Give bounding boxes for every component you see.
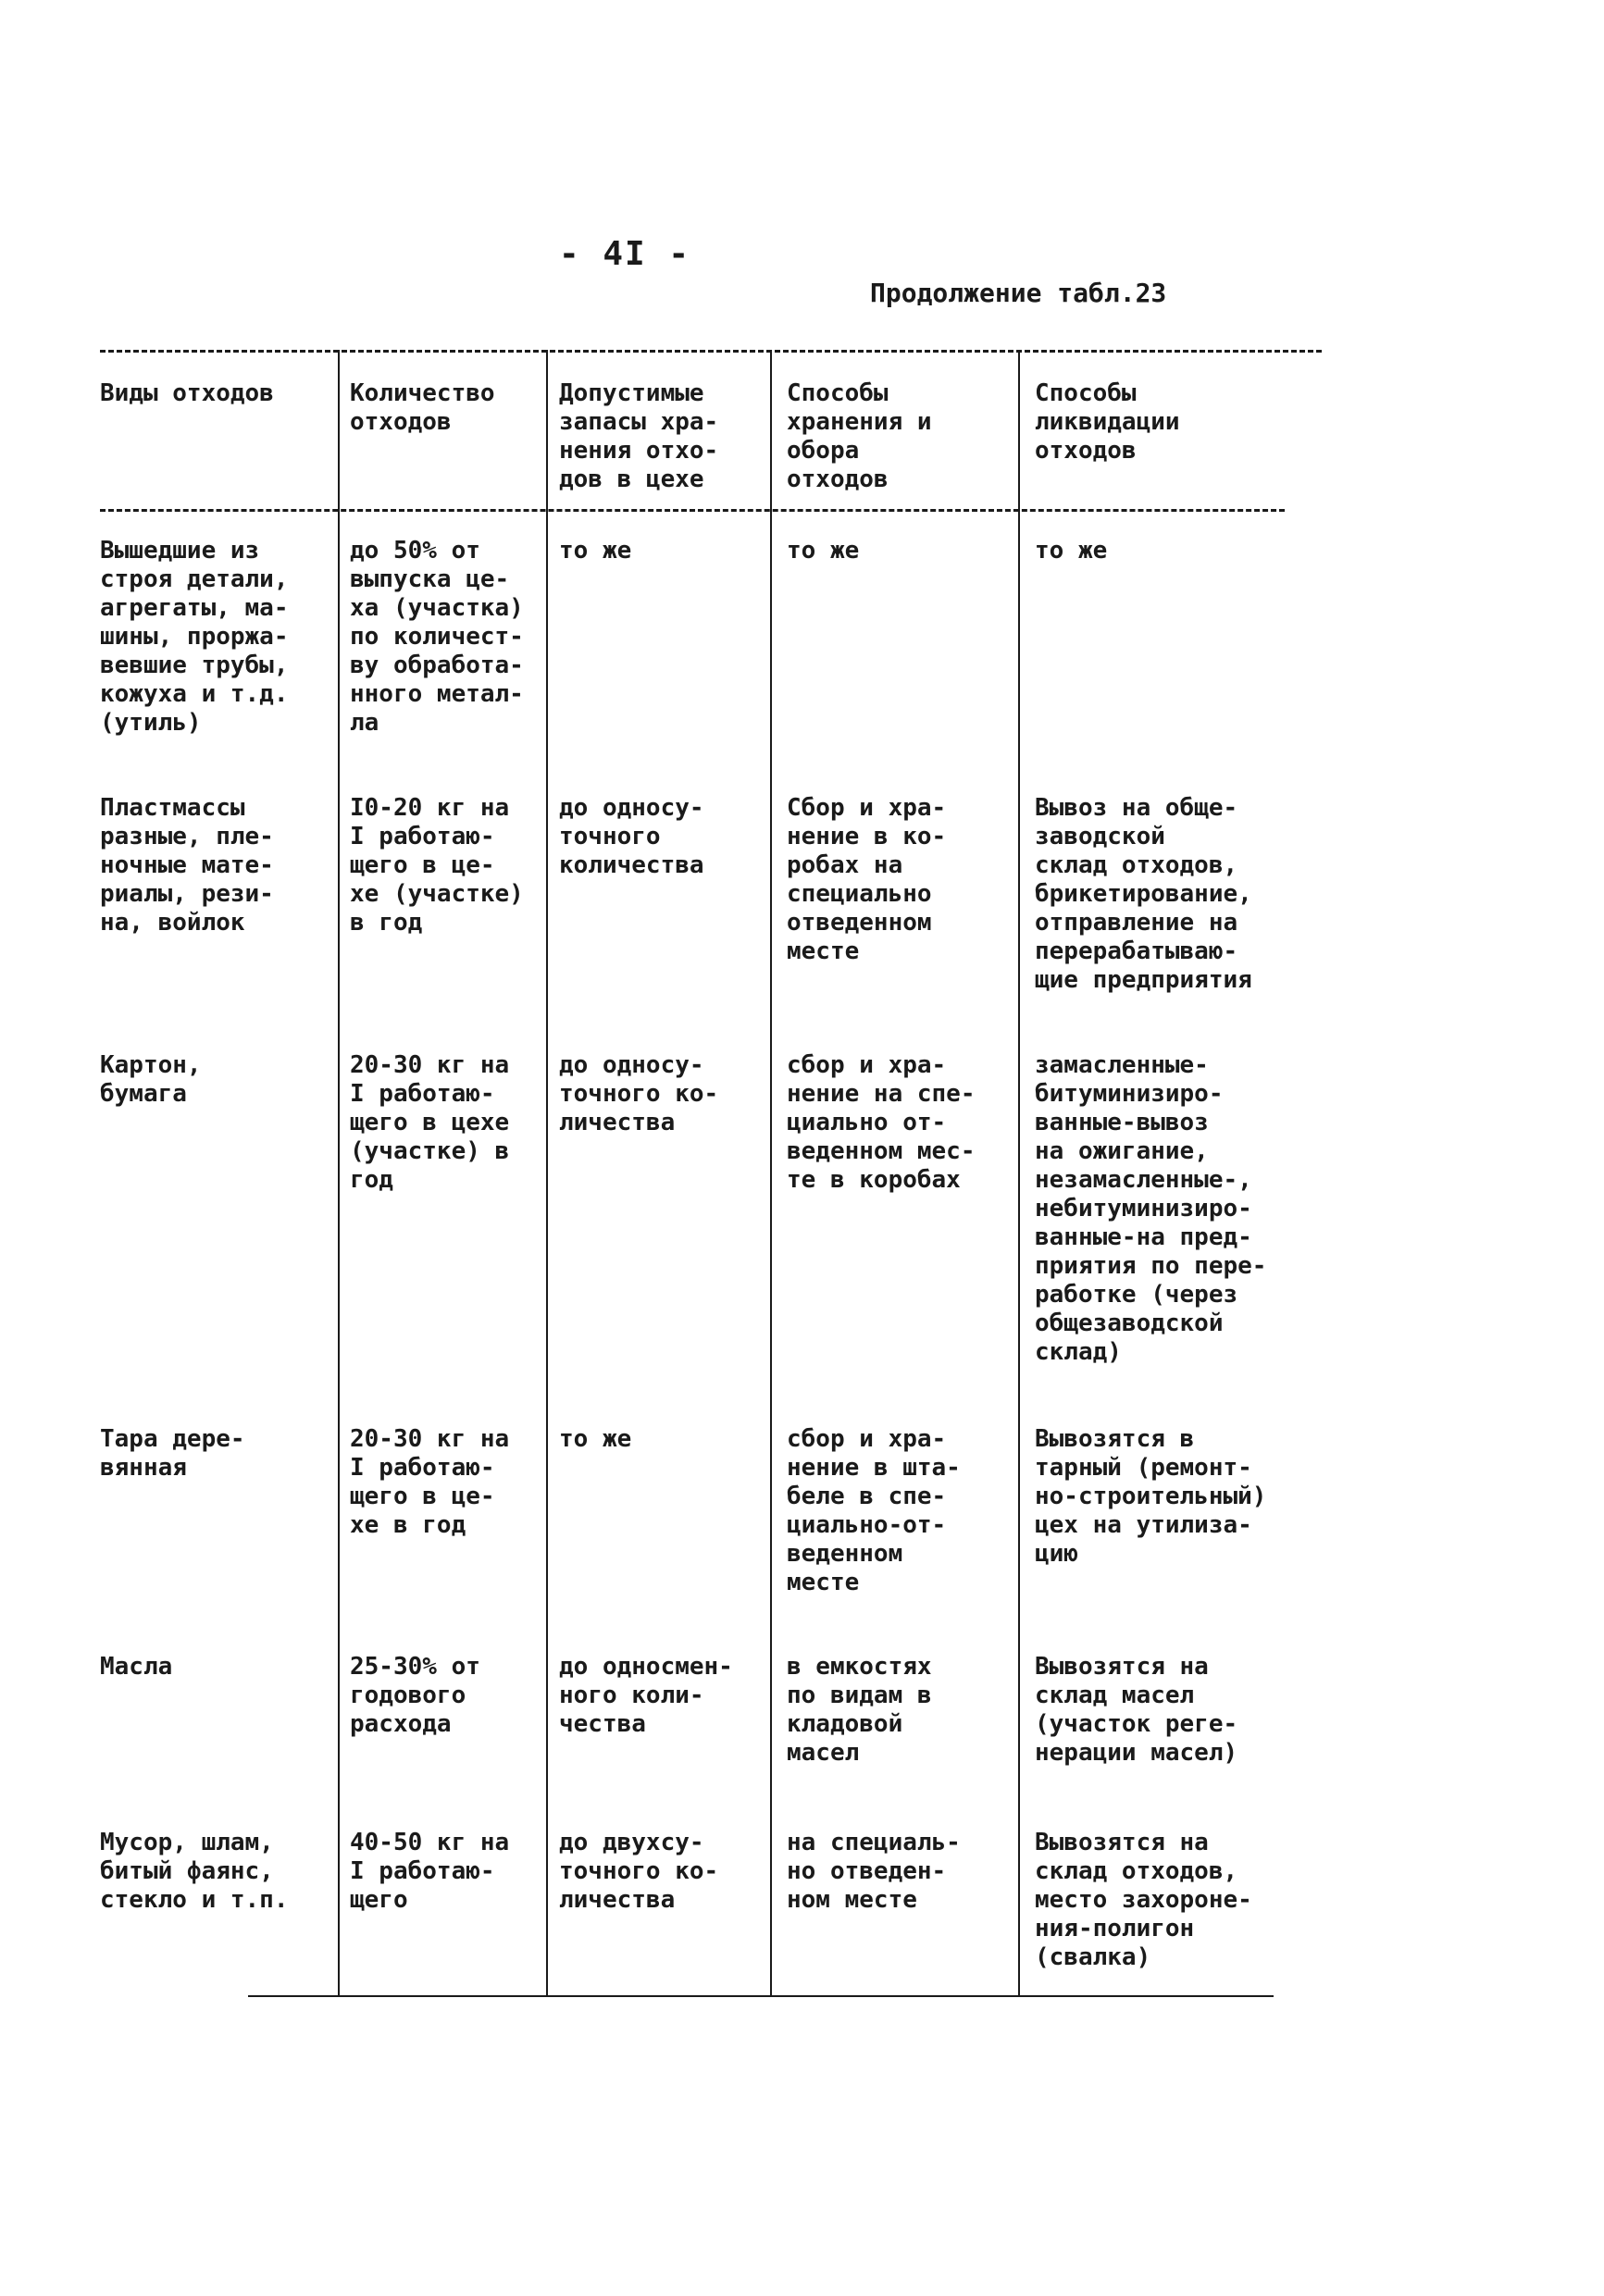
row-5-waste-type: Масла — [100, 1653, 173, 1681]
header-storage-method: Способы хранения и обора отходов — [787, 379, 932, 493]
row-4-storage-limit: то же — [559, 1425, 632, 1453]
header-bottom-rule — [100, 509, 1285, 512]
row-6-disposal: Вывозятся на склад отходов, место захороне- ния-полигон (свалка) — [1035, 1829, 1252, 1971]
row-4-disposal: Вывозятся в тарный (ремонт- но-строительный) цех на утилиза- цию — [1035, 1425, 1267, 1568]
row-5-storage-limit: до односмен- ного коли- чества — [559, 1653, 733, 1738]
header-storage-limit: Допустимые запасы хра- нения отхо- дов в цехе — [559, 379, 719, 493]
row-1-quantity: до 50% от выпуска це- ха (участка) по количест- ву обработа- нного метал- ла — [350, 537, 524, 737]
row-5-storage-method: в емкостях по видам в кладовой масел — [787, 1653, 932, 1767]
row-3-quantity: 20-30 кг на I работаю- щего в цехе (участке) в год — [350, 1051, 510, 1194]
header-waste-type: Виды отходов — [100, 379, 274, 407]
row-3-disposal: замасленные- битуминизиро- ванные-вывоз на ожигание, незамасленные-, небитуминизиро- ванные-на пред- приятия по пере- работке (через общезаводской склад) — [1035, 1051, 1267, 1366]
row-4-storage-method: сбор и хра- нение в шта- беле в спе- циально-от- веденном месте — [787, 1425, 961, 1596]
row-6-quantity: 40-50 кг на I работаю- щего — [350, 1829, 510, 1914]
row-3-storage-limit: до односу- точного ко- личества — [559, 1051, 719, 1136]
row-6-waste-type: Мусор, шлам, битый фаянс, стекло и т.п. — [100, 1829, 289, 1914]
row-6-storage-method: на специаль- но отведен- ном месте — [787, 1829, 961, 1914]
row-4-quantity: 20-30 кг на I работаю- щего в це- хе в год — [350, 1425, 510, 1539]
table-top-rule — [100, 350, 1322, 353]
row-3-waste-type: Картон, бумага — [100, 1051, 202, 1108]
column-divider-1 — [338, 350, 340, 1997]
column-divider-3 — [770, 350, 772, 1997]
table-bottom-rule — [248, 1995, 1274, 1997]
row-6-storage-limit: до двухсу- точного ко- личества — [559, 1829, 719, 1914]
column-divider-4 — [1018, 350, 1020, 1997]
row-2-storage-limit: до односу- точного количества — [559, 794, 704, 879]
table-continuation-caption: Продолжение табл.23 — [870, 278, 1167, 308]
header-quantity: Количество отходов — [350, 379, 495, 436]
row-4-waste-type: Тара дере- вянная — [100, 1425, 245, 1482]
row-2-quantity: I0-20 кг на I работаю- щего в це- хе (участке) в год — [350, 794, 524, 937]
row-1-waste-type: Вышедшие из строя детали, агрегаты, ма- шины, проржа- вевшие трубы, кожуха и т.д. (утиль) — [100, 537, 289, 737]
row-1-storage-limit: то же — [559, 537, 632, 565]
row-1-storage-method: то же — [787, 537, 860, 565]
header-disposal: Способы ликвидации отходов — [1035, 379, 1180, 465]
row-5-disposal: Вывозятся на склад масел (участок реге- нерации масел) — [1035, 1653, 1238, 1767]
row-1-disposal: то же — [1035, 537, 1108, 565]
row-2-waste-type: Пластмассы разные, пле- ночные мате- риалы, рези- на, войлок — [100, 794, 274, 937]
page-number: - 4I - — [559, 235, 691, 273]
row-5-quantity: 25-30% от годового расхода — [350, 1653, 480, 1738]
row-2-storage-method: Сбор и хра- нение в ко- робах на специально отведенном месте — [787, 794, 947, 965]
row-3-storage-method: сбор и хра- нение на спе- циально от- веденном мес- те в коробах — [787, 1051, 976, 1194]
row-2-disposal: Вывоз на обще- заводской склад отходов, брикетирование, отправление на перерабатываю- щие предприятия — [1035, 794, 1252, 994]
column-divider-2 — [546, 350, 548, 1997]
